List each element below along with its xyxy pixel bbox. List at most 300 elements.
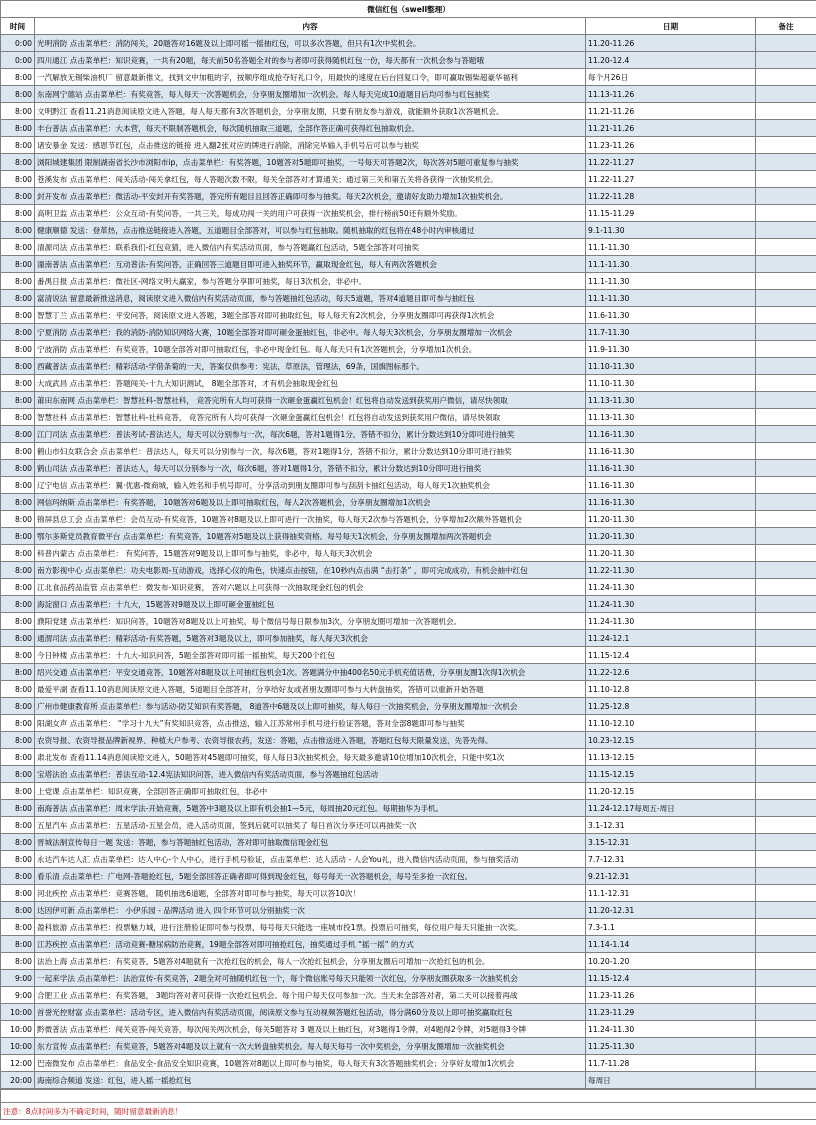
cell-date — [586, 375, 756, 392]
cell-date — [586, 239, 756, 256]
cell-date — [586, 647, 756, 664]
date-text: 11.22-12.6 — [588, 667, 630, 677]
cell-time: 8:00 — [1, 222, 35, 239]
cell-time: 8:00 — [1, 732, 35, 749]
cell-date — [586, 800, 756, 817]
cell-remark — [756, 987, 816, 1004]
table-row — [1, 205, 816, 222]
cell-remark — [756, 902, 816, 919]
cell-time: 8:00 — [1, 358, 35, 375]
cell-date — [586, 783, 756, 800]
cell-content: 莆田东南网 点击菜单栏：智慧社科-智慧社科， 竞答完所有人均可获得一次砸金蛋赢红包机会！红包将自动发送到获奖用户微信，请尽快领取 — [35, 392, 586, 409]
cell-remark — [756, 494, 816, 511]
date-text: 11.10-12.8 — [588, 684, 630, 694]
cell-content: 海南综合频道 发送：红包，进入摇一摇抢红包 — [35, 1072, 586, 1089]
date-text: 11.9-11.30 — [588, 344, 630, 354]
table-row — [1, 103, 816, 120]
cell-date — [586, 953, 756, 970]
cell-date — [586, 460, 756, 477]
cell-time: 8:00 — [1, 154, 35, 171]
cell-time: 8:00 — [1, 749, 35, 766]
table-row — [1, 341, 816, 358]
cell-time: 8:00 — [1, 69, 35, 86]
cell-time: 9:00 — [1, 987, 35, 1004]
cell-time: 8:00 — [1, 783, 35, 800]
cell-remark — [756, 375, 816, 392]
cell-time: 8:00 — [1, 868, 35, 885]
cell-remark — [756, 120, 816, 137]
cell-content: 一汽解放无锡柴油机厂 留意最新推文，找到文中加粗的字，按顺序组成抢夺好礼口令，用最快的速度在后台回复口令，即可赢取锡柴超豪华福利 — [35, 69, 586, 86]
table-row — [1, 86, 816, 103]
cell-time: 8:00 — [1, 494, 35, 511]
cell-remark — [756, 273, 816, 290]
cell-time: 10:00 — [1, 1021, 35, 1038]
date-text: 11.20-11.30 — [588, 548, 635, 558]
date-text: 11.24-12.1 — [588, 633, 630, 643]
cell-time: 8:00 — [1, 630, 35, 647]
date-text: 3.15-12.31 — [588, 837, 630, 847]
date-text: 9.1-11.30 — [588, 225, 625, 235]
date-text: 11.22-11.27 — [588, 157, 635, 167]
cell-remark — [756, 681, 816, 698]
date-text: 11.24-11.30 — [588, 582, 635, 592]
cell-date — [586, 69, 756, 86]
cell-remark — [756, 324, 816, 341]
table-row — [1, 647, 816, 664]
cell-remark — [756, 783, 816, 800]
cell-content: 四川通江 点击菜单栏：知识竞赛，一共有20题，每天前50名答题全对的参与者即可获得随机红包一份，每天都有一次机会参与答题哦 — [35, 52, 586, 69]
cell-date — [586, 664, 756, 681]
cell-date — [586, 613, 756, 630]
date-text: 7.3-1.1 — [588, 922, 615, 932]
cell-remark — [756, 154, 816, 171]
cell-remark — [756, 103, 816, 120]
cell-remark — [756, 52, 816, 69]
cell-time: 8:00 — [1, 290, 35, 307]
cell-remark — [756, 222, 816, 239]
cell-date — [586, 120, 756, 137]
table-row — [1, 188, 816, 205]
cell-content: 苍溪发布 点击菜单栏：闯关活动-闯关拿红包，每人答题次数不限，每关全部答对才算通关；通过第三关和第五关将各获得一次抽奖机会。 — [35, 171, 586, 188]
cell-date — [586, 902, 756, 919]
cell-date — [586, 324, 756, 341]
cell-remark — [756, 1038, 816, 1055]
date-text: 11.22-11.27 — [588, 174, 635, 184]
table-row — [1, 477, 816, 494]
cell-time: 8:00 — [1, 273, 35, 290]
cell-date — [586, 1004, 756, 1021]
table-row — [1, 851, 816, 868]
cell-content: 上党课 点击菜单栏：知识竞赛，全部回答正确即可抽取红包，非必中 — [35, 783, 586, 800]
cell-date — [586, 579, 756, 596]
cell-time: 8:00 — [1, 715, 35, 732]
date-text: 11.16-11.30 — [588, 446, 635, 456]
cell-date — [586, 511, 756, 528]
table-row — [1, 443, 816, 460]
table-row — [1, 987, 816, 1004]
cell-time: 8:00 — [1, 409, 35, 426]
cell-date — [586, 392, 756, 409]
cell-time: 8:00 — [1, 171, 35, 188]
cell-remark — [756, 834, 816, 851]
footnote: 注意：8点时间多为不确定时间，随时留意最新消息！ — [1, 1103, 816, 1120]
date-text: 11.13-11.30 — [588, 412, 635, 422]
table-row — [1, 596, 816, 613]
table-row — [1, 290, 816, 307]
table-row — [1, 732, 816, 749]
cell-content: 首誉光控财富 点击菜单栏：活动专区，进入微信内有奖活动页面，阅读原文参与互动视频答题红包活动，得分满60分及以上即可抽奖赢取红包 — [35, 1004, 586, 1021]
table-row — [1, 919, 816, 936]
date-text: 11.1-11.30 — [588, 293, 630, 303]
date-text: 11.21-11.26 — [588, 106, 635, 116]
cell-time: 0:00 — [1, 35, 35, 52]
cell-time: 8:00 — [1, 766, 35, 783]
cell-remark — [756, 664, 816, 681]
cell-content: 潼南普法 点击菜单栏：互动普法-有奖问答，正确回答三道题目即可进入抽奖环节，赢取现金红包，每人有两次答题机会 — [35, 256, 586, 273]
date-text: 11.15-12.4 — [588, 650, 630, 660]
date-text: 11.23-11.26 — [588, 140, 635, 150]
cell-remark — [756, 579, 816, 596]
cell-remark — [756, 358, 816, 375]
cell-remark — [756, 307, 816, 324]
date-text: 11.10-11.30 — [588, 361, 635, 371]
cell-date — [586, 545, 756, 562]
table-row — [1, 766, 816, 783]
table-row — [1, 1021, 816, 1038]
cell-content: 盈科旅游 点击菜单栏：投票魅力城，进行注册验证即可参与投票，每号每天只能选一座城市投1票。投票后可抽奖，每位用户每天只能抽一次奖。 — [35, 919, 586, 936]
cell-remark — [756, 239, 816, 256]
table-row — [1, 69, 816, 86]
cell-remark — [756, 528, 816, 545]
cell-remark — [756, 1021, 816, 1038]
cell-content: 封开发布 点击菜单栏：微活动-平安封开有奖答题，答完所有题目且回答正确即可参与抽奖。每天2次机会，邀请好友助力增加1次抽奖机会。 — [35, 188, 586, 205]
cell-remark — [756, 511, 816, 528]
date-text: 11.24-11.30 — [588, 599, 635, 609]
cell-remark — [756, 732, 816, 749]
cell-remark — [756, 647, 816, 664]
cell-date — [586, 205, 756, 222]
title-row — [1, 1, 816, 18]
table-row — [1, 154, 816, 171]
date-text: 每周日 — [588, 1075, 611, 1085]
cell-remark — [756, 256, 816, 273]
cell-time: 8:00 — [1, 817, 35, 834]
table-row — [1, 528, 816, 545]
cell-time: 20:00 — [1, 1072, 35, 1089]
cell-date — [586, 477, 756, 494]
table-row — [1, 579, 816, 596]
cell-content: 文明黔江 查看11.21消息阅读原文进入答题，每人每天都有3次答题机会，分享朋友圈，只要有朋友参与游戏，就能额外获取1次答题机会。 — [35, 103, 586, 120]
cell-date — [586, 834, 756, 851]
cell-time: 8:00 — [1, 528, 35, 545]
date-text: 11.15-12.4 — [588, 973, 630, 983]
cell-date — [586, 307, 756, 324]
cell-time: 8:00 — [1, 885, 35, 902]
table-row — [1, 800, 816, 817]
table-row — [1, 1072, 816, 1089]
cell-content: 最爱平湖 查看11.10消息阅读原文进入答题，5道题目全部答对，分享给好友或者朋友圈即可参与大转盘抽奖，答错可以重新开始答题 — [35, 681, 586, 698]
table-row — [1, 392, 816, 409]
date-extra-text: 每周五-周日 — [634, 803, 675, 813]
date-text: 11.25-11.30 — [588, 1041, 635, 1051]
date-text: 10.23-12.15 — [588, 735, 635, 745]
cell-content: 科普内蒙古 点击菜单栏： 有奖问答，15题答对9题及以上即可参与抽奖，非必中，每人每天3次机会 — [35, 545, 586, 562]
date-text: 11.20-12.15 — [588, 786, 635, 796]
cell-remark — [756, 137, 816, 154]
date-text: 7.7-12.31 — [588, 854, 625, 864]
table-row — [1, 1038, 816, 1055]
cell-remark — [756, 460, 816, 477]
sheet-title: 微信红包（swell整理） — [1, 1, 816, 18]
table-row — [1, 426, 816, 443]
cell-content: 宁夏消防 点击菜单栏：我的消防-消防知识网络大赛，10题全部答对即可砸金蛋抽红包，非必中。每人每天3次机会，分享朋友圈增加一次机会 — [35, 324, 586, 341]
cell-remark — [756, 341, 816, 358]
cell-content: 鹤山市妇女联合会 点击菜单栏：普法达人，每天可以分别参与一次，每次6题，答对1题得1分，答错不扣分，累计分数达到10分即可进行抽奖 — [35, 443, 586, 460]
date-text: 11.7-11.30 — [588, 327, 630, 337]
cell-remark — [756, 970, 816, 987]
table-row — [1, 868, 816, 885]
cell-time: 8:00 — [1, 188, 35, 205]
cell-remark — [756, 919, 816, 936]
date-text: 11.24-11.30 — [588, 1024, 635, 1034]
date-text: 11.16-11.30 — [588, 429, 635, 439]
cell-remark — [756, 545, 816, 562]
table-row — [1, 511, 816, 528]
cell-remark — [756, 86, 816, 103]
cell-content: 海淀窗口 点击菜单栏：十九大，15题答对9题及以上即可砸金蛋抽红包 — [35, 596, 586, 613]
table-row — [1, 885, 816, 902]
cell-date — [586, 154, 756, 171]
cell-date — [586, 35, 756, 52]
date-text: 11.1-11.30 — [588, 276, 630, 286]
cell-content: 五星汽车 点击菜单栏：五星活动-五星会员，进入活动页面，签到后就可以抽奖了 每日首次分享还可以再抽奖一次 — [35, 817, 586, 834]
cell-date — [586, 970, 756, 987]
cell-content: 智慧社科 点击菜单栏：智慧社科-社科竞答， 竞答完所有人均可获得一次砸金蛋赢红包机会！红包将自动发送到获奖用户微信，请尽快领取 — [35, 409, 586, 426]
cell-time: 8:00 — [1, 562, 35, 579]
cell-time: 8:00 — [1, 392, 35, 409]
cell-date — [586, 409, 756, 426]
table-row — [1, 273, 816, 290]
cell-time: 8:00 — [1, 902, 35, 919]
cell-time: 8:00 — [1, 443, 35, 460]
table-row — [1, 494, 816, 511]
table-row — [1, 1055, 816, 1072]
cell-remark — [756, 698, 816, 715]
cell-time: 8:00 — [1, 579, 35, 596]
cell-content: 高明卫监 点击菜单栏：公众互动-有奖问答，一共三关，每成功闯一关的用户可获得一次抽奖机会，排行榜前50还有额外奖励。 — [35, 205, 586, 222]
cell-content: 河北疾控 点击菜单栏：竞赛答题， 随机抽选6道题，全部答对即可参与抽奖，每天可以答10次！ — [35, 885, 586, 902]
cell-date — [586, 766, 756, 783]
cell-content: 智慧丁兰 点击菜单栏：平安问答，阅读原文进入答题，3题全部答对即可抽取红包，每人每天有2次机会，分享朋友圈即可再获得1次机会 — [35, 307, 586, 324]
cell-time: 8:00 — [1, 800, 35, 817]
table-row — [1, 239, 816, 256]
cell-content: 鹤山司法 点击菜单栏：普法达人，每天可以分别参与一次，每次6题，答对1题得1分，答错不扣分，累计分数达到10分即可进行抽奖 — [35, 460, 586, 477]
cell-content: 合肥工业 点击菜单栏：有奖答题， 3题均答对者可获得一次抢红包机会。每个用户每天仅可参加一次。当天未全部答对者，第二天可以接着再战 — [35, 987, 586, 1004]
cell-remark — [756, 188, 816, 205]
cell-content: 达因伊可新 点击菜单栏： 小伊乐园 - 品牌活动 进入 四个环节可以分别抽奖一次 — [35, 902, 586, 919]
table-row — [1, 358, 816, 375]
cell-content: 番禺日报 点击菜单栏：微社区-网络文明大赢家，参与答题分享即可抽奖，每日3次机会，非必中。 — [35, 273, 586, 290]
cell-remark — [756, 885, 816, 902]
cell-remark — [756, 35, 816, 52]
table-row — [1, 630, 816, 647]
cell-remark — [756, 715, 816, 732]
cell-remark — [756, 613, 816, 630]
table-row — [1, 324, 816, 341]
cell-time: 8:00 — [1, 120, 35, 137]
cell-time: 8:00 — [1, 647, 35, 664]
cell-content: 西藏普法 点击菜单栏：精彩活动-学借条菊的一天，答案仅供参考：宪法，草原法，管理法，69条，国旗图标那个。 — [35, 358, 586, 375]
cell-content: 农资导报、农资导报品牌新视界、种植大户参考、农资导报农药，发送：答题，点击推送进入答题，答题红包每天限量发送，先答先得。 — [35, 732, 586, 749]
cell-remark — [756, 1004, 816, 1021]
cell-remark — [756, 205, 816, 222]
cell-date — [586, 494, 756, 511]
cell-date — [586, 1038, 756, 1055]
cell-time: 10:00 — [1, 1004, 35, 1021]
table-row — [1, 409, 816, 426]
table-row — [1, 52, 816, 69]
header-remark: 备注 — [756, 18, 816, 35]
cell-time: 8:00 — [1, 205, 35, 222]
table-row — [1, 970, 816, 987]
cell-time: 9:00 — [1, 970, 35, 987]
cell-time: 8:00 — [1, 86, 35, 103]
cell-remark — [756, 766, 816, 783]
cell-content: 一起来学法 点击菜单栏：法治宣传-有奖竞答，2题全对可抽随机红包一个，每个微信账号每天只能领一次红包，分享朋友圈获取多一次抽奖机会 — [35, 970, 586, 987]
cell-remark — [756, 562, 816, 579]
table-row — [1, 460, 816, 477]
date-text: 10.20-1.20 — [588, 956, 630, 966]
date-text: 11.15-11.29 — [588, 208, 635, 218]
cell-date — [586, 528, 756, 545]
cell-time: 8:00 — [1, 239, 35, 256]
date-text: 11.14-1.14 — [588, 939, 630, 949]
cell-remark — [756, 426, 816, 443]
cell-remark — [756, 290, 816, 307]
date-text: 11.22-11.28 — [588, 191, 635, 201]
cell-date — [586, 630, 756, 647]
cell-remark — [756, 817, 816, 834]
cell-date — [586, 596, 756, 613]
cell-remark — [756, 1055, 816, 1072]
cell-date — [586, 868, 756, 885]
cell-remark — [756, 851, 816, 868]
cell-time: 8:00 — [1, 936, 35, 953]
cell-date — [586, 86, 756, 103]
cell-remark — [756, 392, 816, 409]
date-text: 11.25-12.8 — [588, 701, 630, 711]
cell-time: 8:00 — [1, 681, 35, 698]
cell-remark — [756, 477, 816, 494]
date-text: 11.20-12.4 — [588, 55, 630, 65]
cell-date — [586, 1021, 756, 1038]
date-text: 11.7-11.28 — [588, 1058, 630, 1068]
table-row — [1, 936, 816, 953]
cell-date — [586, 341, 756, 358]
note-area — [0, 1089, 816, 1120]
cell-time: 8:00 — [1, 613, 35, 630]
cell-content: 看乐清 点击菜单栏：广电网-答题抢红包，5题全部回答正确者即可得到现金红包，每号每天一次答题机会，每号至多抢一次红包。 — [35, 868, 586, 885]
table-row — [1, 222, 816, 239]
date-text: 11.20-12.31 — [588, 905, 635, 915]
table-row — [1, 902, 816, 919]
cell-remark — [756, 868, 816, 885]
cell-date — [586, 681, 756, 698]
cell-remark — [756, 630, 816, 647]
cell-date — [586, 137, 756, 154]
cell-time: 8:00 — [1, 919, 35, 936]
table-row — [1, 35, 816, 52]
cell-date — [586, 273, 756, 290]
table-row — [1, 1004, 816, 1021]
date-text: 11.22-11.30 — [588, 565, 635, 575]
cell-content: 江苏疾控 点击菜单栏：活动竞赛-糖尿病防治竞赛，19题全部答对即可抽抢红包，抽奖通过手机 “摇一摇” 的方式 — [35, 936, 586, 953]
cell-time: 8:00 — [1, 953, 35, 970]
table-row — [1, 375, 816, 392]
cell-remark — [756, 596, 816, 613]
cell-content: 南海普法 点击菜单栏：周末学法-开始竞赛，5题答中3题及以上即有机会抽1—5元，每周抽20元红包。每期抽华为手机。 — [35, 800, 586, 817]
cell-time: 8:00 — [1, 596, 35, 613]
cell-time: 8:00 — [1, 834, 35, 851]
date-text: 11.16-11.30 — [588, 480, 635, 490]
date-text: 11.10-11.30 — [588, 378, 635, 388]
cell-time: 10:00 — [1, 1038, 35, 1055]
cell-date — [586, 919, 756, 936]
cell-remark — [756, 936, 816, 953]
cell-content: 江门司法 点击菜单栏：普法考试-普法达人，每天可以分别参与一次，每次6题，答对1题得1分，答错不扣分，累计分数达到10分即可进行抽奖 — [35, 426, 586, 443]
date-text: 11.24-11.30 — [588, 616, 635, 626]
header-content: 内容 — [35, 18, 586, 35]
cell-content: 大成武昌 点击菜单栏：答题闯关-十九大知识测试， 8题全部答对，才有机会抽取现金红包 — [35, 375, 586, 392]
cell-time: 8:00 — [1, 307, 35, 324]
table-row — [1, 664, 816, 681]
cell-date — [586, 749, 756, 766]
date-text: 11.13-12.15 — [588, 752, 635, 762]
cell-date — [586, 562, 756, 579]
date-text: 11.20-11.30 — [588, 531, 635, 541]
date-text: 11.23-11.29 — [588, 1007, 635, 1017]
table-row — [1, 817, 816, 834]
cell-content: 法治上海 点击菜单栏：有奖竞答，5题答对4题就有一次抢红包的机会，每人一次抢红包机会，分享朋友圈后可增加一次抢红包的机会。 — [35, 953, 586, 970]
table-row — [1, 698, 816, 715]
cell-content: 阳湖女声 点击菜单栏： “学习十九大”有奖知识竞答，点击推送，输入江苏常州手机号进行验证答题，答对全部8题即可参与抽奖 — [35, 715, 586, 732]
cell-content: 南方影视中心 点击菜单栏：功夫电影周-互动游戏，选择心仪的角色，快速点击按钮，在10秒内点击满 “击打条” ，即可完成成功，有机会抽中红包 — [35, 562, 586, 579]
cell-content: 鄂尔多斯党员教育微平台 点击菜单栏：有奖竞答，10题答对5题及以上获得抽奖资格。每号每天1次机会，分享朋友圈增加两次答题机会 — [35, 528, 586, 545]
table-row — [1, 171, 816, 188]
cell-date — [586, 103, 756, 120]
date-text: 3.1-12.31 — [588, 820, 625, 830]
header-date: 日期 — [586, 18, 756, 35]
blank-row — [1, 1090, 816, 1103]
table-row — [1, 256, 816, 273]
cell-time: 8:00 — [1, 137, 35, 154]
date-text: 11.21-11.26 — [588, 123, 635, 133]
cell-content: 晋城法制宣传每日一题 发送：答题，参与答题抽红包活动，答对即可抽取微信现金红包 — [35, 834, 586, 851]
header-row — [1, 18, 816, 35]
date-text: 11.24-12.17 — [588, 803, 635, 813]
cell-date — [586, 851, 756, 868]
cell-time: 8:00 — [1, 375, 35, 392]
cell-date — [586, 222, 756, 239]
date-text: 11.20-11.30 — [588, 514, 635, 524]
cell-date — [586, 426, 756, 443]
table-row — [1, 120, 816, 137]
cell-date — [586, 936, 756, 953]
cell-remark — [756, 443, 816, 460]
cell-date — [586, 52, 756, 69]
date-text: 11.15-12.15 — [588, 769, 635, 779]
cell-time: 8:00 — [1, 545, 35, 562]
